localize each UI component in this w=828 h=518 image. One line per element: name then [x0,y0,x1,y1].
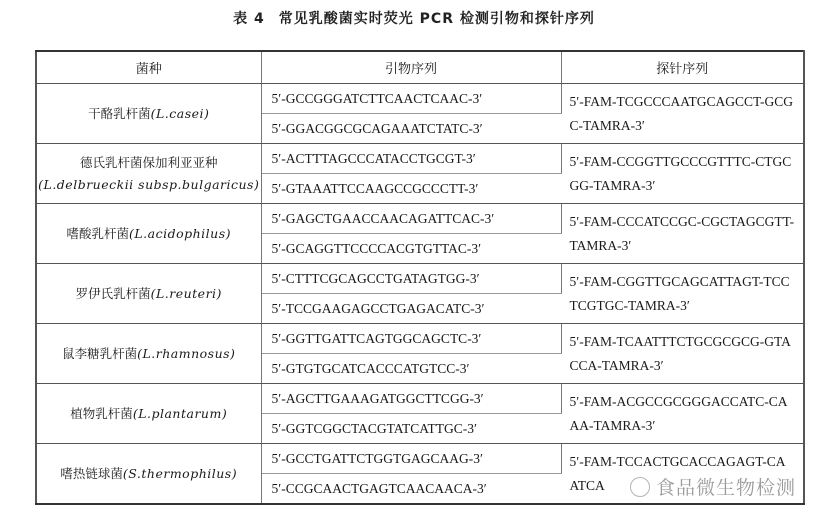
species-latin: (L.reuteri) [150,285,222,301]
probe-sequence: 5′-FAM-ACGCCGCGGGACCATC-CAAA-TAMRA-3′ [561,384,804,444]
table-title: 常见乳酸菌实时荧光 PCR 检测引物和探针序列 [278,11,595,27]
table-header-row [36,51,804,84]
probe-sequence: 5′-FAM-TCGCCCAATGCAGCCT-GCGC-TAMRA-3′ [561,84,804,144]
reverse-primer: 5′-GGACGGCGCAGAAATCTATC-3′ [261,114,561,144]
table-row [36,264,804,294]
reverse-primer: 5′-TCCGAAGAGCCTGAGACATC-3′ [261,294,561,324]
table-row [36,84,804,114]
species-latin: (L.plantarum) [132,405,228,421]
species-cell [36,144,261,204]
species-cell [36,324,261,384]
table-row [36,204,804,234]
reverse-primer: 5′-CCGCAACTGAGTCAACAACA-3′ [271,480,487,496]
primer-probe-table [35,50,805,505]
forward-primer: 5′-AGCTTGAAAGATGGCTTCGG-3′ [261,384,561,414]
reverse-primer: 5′-GTGTGCATCACCCATGTCC-3′ [261,354,561,384]
table-row [36,144,804,174]
forward-primer: 5′-GGTTGATTCAGTGGCAGCTC-3′ [261,324,561,354]
watermark [630,473,796,500]
species-cn: 罗伊氏乳杆菌 [75,285,151,301]
species-cn: 嗜热链球菌 [60,465,123,481]
header-primer: 引物序列 [261,51,561,84]
species-cn: 德氏乳杆菌保加利亚亚种 [79,154,218,170]
forward-primer: 5′-GAGCTGAACCAACAGATTCAC-3′ [261,204,561,234]
probe-sequence: 5′-FAM-CCGGTTGCCCGTTTC-CTGCGG-TAMRA-3′ [561,144,804,204]
species-cell [36,204,261,264]
species-cn: 鼠李糖乳杆菌 [62,345,138,361]
forward-primer: 5′-ACTTTAGCCCATACCTGCGT-3′ [261,144,561,174]
species-cn: 干酪乳杆菌 [88,105,151,121]
table-number: 表 4 [233,11,265,27]
species-latin: (L.acidophilus) [128,225,232,241]
probe-sequence: 5′-FAM-TCCACTGCACCAGAGT-CAATCA [569,453,786,493]
forward-primer: 5′-CTTTCGCAGCCTGATAGTGG-3′ [261,264,561,294]
table-row [36,324,804,354]
reverse-primer: 5′-GGTCGGCTACGTATCATTGC-3′ [261,414,561,444]
species-cell [36,384,261,444]
probe-sequence: 5′-FAM-CGGTTGCAGCATTAGT-TCCTCGTGC-TAMRA-3′ [561,264,804,324]
species-cn: 嗜酸乳杆菌 [66,225,129,241]
probe-sequence: 5′-FAM-TCAATTTCTGCGCGCG-GTACCA-TAMRA-3′ [561,324,804,384]
species-latin: (L.delbrueckii subsp.bulgaricus) [38,176,260,192]
header-species: 菌种 [36,51,261,84]
table-caption [0,8,828,28]
watermark-text: 食品微生物检测 [656,477,797,499]
reverse-primer: 5′-GTAAATTCCAAGCCGCCCTT-3′ [261,174,561,204]
header-probe: 探针序列 [561,51,804,84]
probe-sequence: 5′-FAM-CCCATCCGC-CGCTAGCGTT-TAMRA-3′ [561,204,804,264]
species-cell [36,264,261,324]
reverse-primer: 5′-GCAGGTTCCCCACGTGTTAC-3′ [261,234,561,264]
forward-primer: 5′-GCCGGGATCTTCAACTCAAC-3′ [261,84,561,114]
table-row [36,384,804,414]
table-row [36,444,804,474]
species-latin: (S.thermophilus) [122,465,238,481]
species-cell [36,444,261,505]
species-latin: (L.casei) [150,105,210,121]
wechat-icon [630,477,650,497]
species-cn: 植物乳杆菌 [70,405,133,421]
species-cell [36,84,261,144]
species-latin: (L.rhamnosus) [137,345,236,361]
forward-primer: 5′-GCCTGATTCTGGTGAGCAAG-3′ [261,444,561,474]
